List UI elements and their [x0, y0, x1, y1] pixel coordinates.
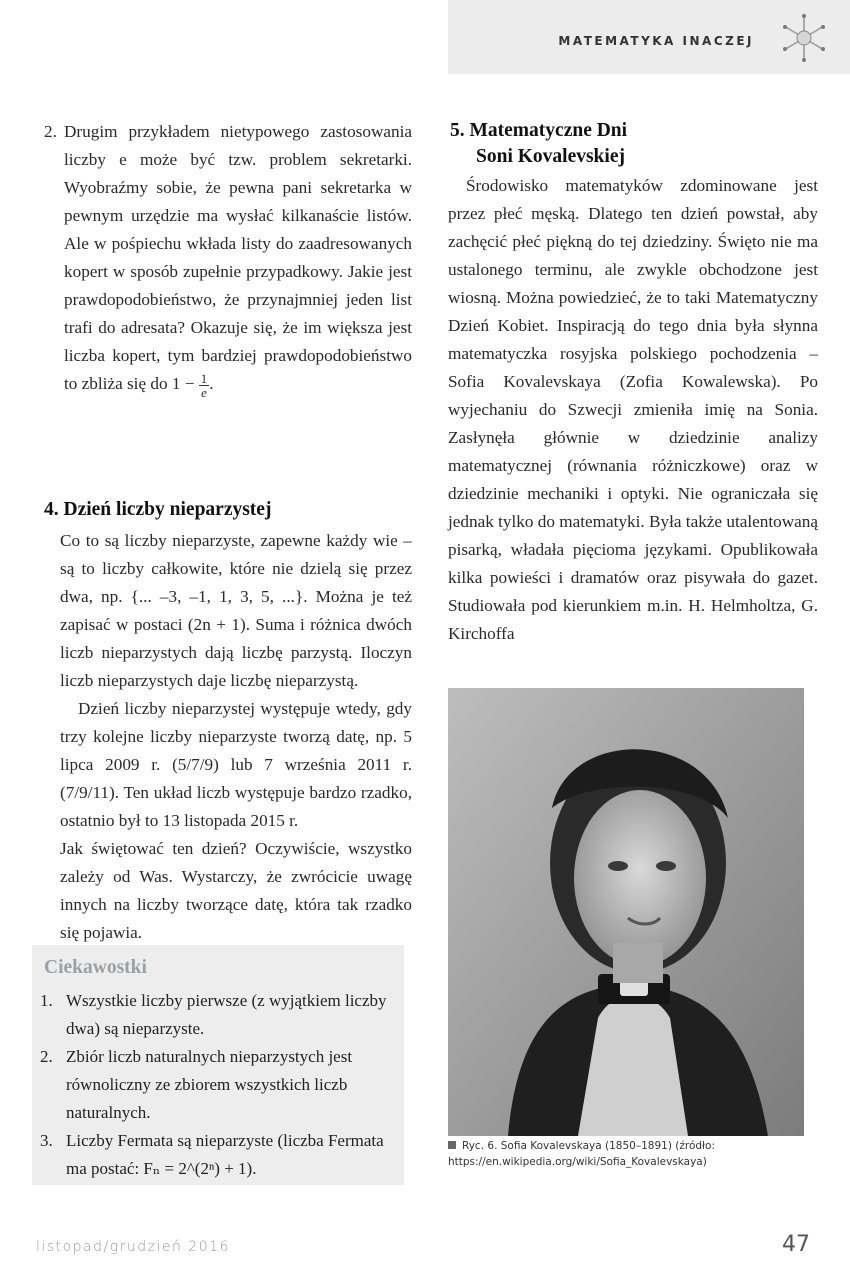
fraction [199, 372, 210, 399]
formula-suffix: . [209, 374, 214, 393]
caption-text: Ryc. 6. Sofia Kovalevskaya (1850–1891) (źródło: https://en.wikipedia.org/wiki/Sofia_Kovalevskaya) [448, 1140, 715, 1168]
formula-prefix: 1 − [171, 374, 195, 393]
figure-caption [448, 1138, 804, 1170]
list-number: 1. [40, 991, 53, 1010]
list-item [40, 1043, 396, 1127]
paragraph: Drugim przykładem nietypowego zastosowania liczby e może być tzw. problem sekretarki. Wyobraźmy sobie, że pewna pani sekretarka w pewnym urzędzie ma wysłać kilkanaście listów. Ale w pośpiechu wkłada listy do zaadresowanych kopert w sposób zupełnie przypadkowy. Jakie jest prawdopodobieństwo, że przynajmniej jeden list trafi do adresata? Okazuje się, że im większa jest liczba kopert, tym bardziej prawdopodobieństwo to zbliża się do [64, 122, 412, 393]
section-5 [448, 118, 818, 648]
section-4-title: 4. Dzień liczby nieparzystej [44, 499, 272, 520]
caption-bullet-icon [448, 1141, 456, 1149]
list-item-text: Liczby Fermata są nieparzyste (liczba Fermata ma postać: Fₙ = 2^(2ⁿ) + 1). [66, 1131, 384, 1178]
section-2 [32, 118, 412, 399]
list-item-text: Wszystkie liczby pierwsze (z wyjątkiem liczby dwa) są nieparzyste. [66, 991, 387, 1038]
fraction-denominator: e [201, 384, 207, 400]
trivia-box [32, 945, 404, 1185]
section-5-title [450, 118, 818, 170]
running-header: MATEMATYKA INACZEJ [558, 34, 754, 48]
paragraph: Dzień liczby nieparzystej występuje wtedy, gdy trzy kolejne liczby nieparzyste tworzą datę, np. 5 lipca 2009 r. (5/7/9) lub 7 września 2011 r. (7/9/11). Ten układ liczb występuje bardzo rzadko, ostatnio był to 13 listopada 2015 r. [60, 699, 412, 830]
paragraph: Co to są liczby nieparzyste, zapewne każdy wie – są to liczby całkowite, które nie dzielą się przez dwa, np. {... –3, –1, 1, 3, 5, ...}. Można je też zapisać w postaci (2n + 1). Suma i różnica dwóch liczb nieparzystych dają liczbę parzystą. Iloczyn liczb nieparzystych daje liczbę nieparzystą. [60, 531, 412, 690]
list-item [40, 1127, 396, 1183]
list-number: 3. [40, 1131, 53, 1150]
title-line: Soni Kovalevskiej [476, 146, 625, 167]
list-item [40, 987, 396, 1043]
formula [171, 370, 214, 400]
list-number: 2. [40, 1047, 53, 1066]
list-number: 2. [44, 122, 57, 141]
paragraph: Jak świętować ten dzień? Oczywiście, wszystko zależy od Was. Wystarczy, że zwrócicie uwagę innych na liczby tworzące datę, która tak rzadko się pojawia. [60, 839, 412, 942]
fraction-numerator: 1 [200, 370, 208, 386]
title-line: 5. Matematyczne Dni [450, 120, 628, 141]
section-4 [32, 497, 412, 947]
issue-date: listopad/grudzień 2016 [36, 1239, 230, 1255]
list-item-text: Zbiór liczb naturalnych nieparzystych jest równoliczny ze zbiorem wszystkich liczb naturalnych. [66, 1047, 353, 1122]
paragraph: Środowisko matematyków zdominowane jest przez płeć męską. Dlatego ten dzień powstał, aby zachęcić płeć piękną do tej dziedziny. Święto nie ma ustalonego terminu, ale zwykle obchodzone jest wiosną. Można powiedzieć, że to taki Matematyczny Dzień Kobiet. Inspiracją do tego dnia była słynna matematyczka rosyjska polskiego pochodzenia – Sofia Kovalevskaya (Zofia Kowalewska). Po wyjechaniu do Szwecji zmieniła imię na Sonia. Zasłynęła głównie w dziedzinie analizy matematycznej (równania różniczkowe) oraz w dziedzinie mechaniki i optyki. Nie ograniczała się jednak tylko do matematyki. Była także utalentowaną pisarką, władała pięcioma językami. Opublikowała kilka powieści i dramatów oraz pisywała do gazet. Studiowała pod kierunkiem m.in. H. Helmholtza, G. Kirchoffa [448, 176, 818, 643]
section-2-text [64, 118, 412, 399]
trivia-list [40, 987, 396, 1183]
portrait-photo [448, 688, 804, 1136]
snowflake-icon [776, 10, 832, 66]
page-number: 47 [782, 1232, 810, 1257]
trivia-title: Ciekawostki [44, 957, 147, 978]
